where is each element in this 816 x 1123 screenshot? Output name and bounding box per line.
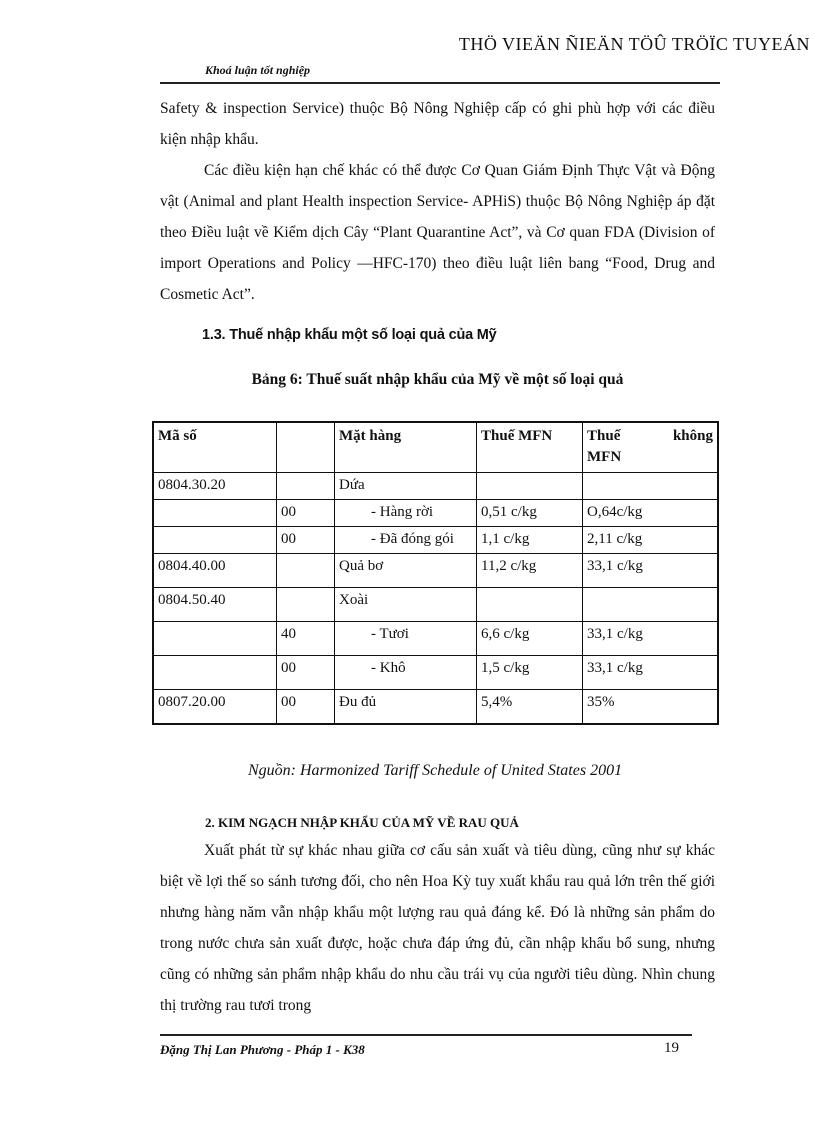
page-number: 19 — [664, 1040, 679, 1056]
cell-nonmfn: 33,1 c/kg — [583, 622, 719, 656]
table-header-row — [153, 422, 718, 473]
footer-author: Đặng Thị Lan Phương - Pháp 1 - K38 — [160, 1042, 365, 1057]
cell-sub: 40 — [277, 622, 335, 656]
cell-sub: 00 — [277, 500, 335, 527]
cell-item: Xoài — [335, 588, 477, 622]
cell-nonmfn: O,64c/kg — [583, 500, 719, 527]
cell-item: - Hàng rời — [335, 500, 477, 527]
cell-code — [153, 500, 277, 527]
running-header: Khoá luận tốt nghiệp — [205, 63, 311, 77]
table-row — [153, 690, 718, 724]
cell-mfn — [477, 588, 583, 622]
cell-sub: 00 — [277, 527, 335, 554]
section-heading-1-3: 1.3. Thuế nhập khẩu một số loại quả của Mỹ — [202, 327, 497, 343]
cell-nonmfn: 33,1 c/kg — [583, 656, 719, 690]
cell-mfn: 0,51 c/kg — [477, 500, 583, 527]
cell-sub: 00 — [277, 690, 335, 724]
table-row — [153, 527, 718, 554]
cell-nonmfn: 33,1 c/kg — [583, 554, 719, 588]
cell-item: Đu đủ — [335, 690, 477, 724]
cell-nonmfn — [583, 588, 719, 622]
cell-sub: 00 — [277, 656, 335, 690]
header-nonmfn-a: Thuế — [587, 428, 621, 444]
paragraph-1: Safety & inspection Service) thuộc Bộ Nông Nghiệp cấp có ghi phù hợp với các điều kiện nhập khẩu. — [160, 100, 715, 148]
header-item: Mặt hàng — [335, 422, 477, 473]
cell-item: - Đã đóng gói — [335, 527, 477, 554]
header-nonmfn-c: MFN — [587, 449, 622, 465]
cell-mfn — [477, 473, 583, 500]
cell-nonmfn — [583, 473, 719, 500]
cell-code: 0804.40.00 — [153, 554, 277, 588]
cell-sub — [277, 554, 335, 588]
header-nonmfn — [583, 422, 719, 473]
cell-mfn: 1,5 c/kg — [477, 656, 583, 690]
paragraph-2-text: Các điều kiện hạn chế khác có thể được Cơ Quan Giám Định Thực Vật và Động vật (Animal and plant Health inspection Service- APHiS) thuộc Bộ Nông Nghiệp áp đặt theo Điều luật về Kiểm dịch Cây “Plant Quarantine Act”, và Cơ quan FDA (Division of import Operations and Policy —HFC-170) theo điều luật liên bang “Food, Drug and Cosmetic Act”. — [160, 162, 715, 303]
table-row — [153, 656, 718, 690]
header-blank — [277, 422, 335, 473]
cell-nonmfn: 35% — [583, 690, 719, 724]
table-row — [153, 622, 718, 656]
cell-mfn: 1,1 c/kg — [477, 527, 583, 554]
section-heading-2: 2. KIM NGẠCH NHẬP KHẨU CỦA MỸ VỀ RAU QUẢ — [205, 815, 519, 830]
header-divider — [160, 82, 720, 84]
table-row — [153, 500, 718, 527]
cell-code — [153, 656, 277, 690]
table-title: Bảng 6: Thuế suất nhập khẩu của Mỹ về một số loại quả — [251, 371, 624, 388]
table-row — [153, 473, 718, 500]
cell-code — [153, 527, 277, 554]
cell-code: 0804.50.40 — [153, 588, 277, 622]
header-nonmfn-b: không — [672, 428, 713, 444]
footer-divider — [160, 1034, 692, 1036]
header-code: Mã số — [153, 422, 277, 473]
paragraph-3-text: Xuất phát từ sự khác nhau giữa cơ cấu sản xuất và tiêu dùng, cũng như sự khác biệt về lợi thế so sánh tương đối, cho nên Hoa Kỳ tuy xuất khẩu rau quả lớn trên thế giới nhưng hàng năm vẫn nhập khẩu một lượng rau quả đáng kể. Đó là những sản phẩm do trong nước chưa sản xuất được, hoặc chưa đáp ứng đủ, cần nhập khẩu bổ sung, nhưng cũng có những sản phẩm nhập khẩu do nhu cầu trái vụ của người tiêu dùng. Nhìn chung thị trường rau tươi trong — [160, 842, 715, 1014]
cell-mfn: 5,4% — [477, 690, 583, 724]
cell-sub — [277, 588, 335, 622]
table-source: Nguồn: Harmonized Tariff Schedule of United States 2001 — [248, 762, 623, 779]
table-row — [153, 588, 718, 622]
table-row — [153, 554, 718, 588]
tariff-table — [152, 421, 719, 725]
cell-item: Quả bơ — [335, 554, 477, 588]
watermark-text: THÖ VIEÄN ÑIEÄN TÖÛ TRÖÏC TUYEÁN — [458, 34, 810, 54]
cell-code: 0804.30.20 — [153, 473, 277, 500]
cell-item: - Khô — [335, 656, 477, 690]
cell-code — [153, 622, 277, 656]
paragraph-2 — [160, 155, 715, 310]
cell-mfn: 6,6 c/kg — [477, 622, 583, 656]
cell-nonmfn: 2,11 c/kg — [583, 527, 719, 554]
cell-mfn: 11,2 c/kg — [477, 554, 583, 588]
cell-item: - Tươi — [335, 622, 477, 656]
cell-item: Dứa — [335, 473, 477, 500]
cell-code: 0807.20.00 — [153, 690, 277, 724]
paragraph-3 — [160, 835, 715, 1021]
cell-sub — [277, 473, 335, 500]
header-mfn: Thuế MFN — [477, 422, 583, 473]
